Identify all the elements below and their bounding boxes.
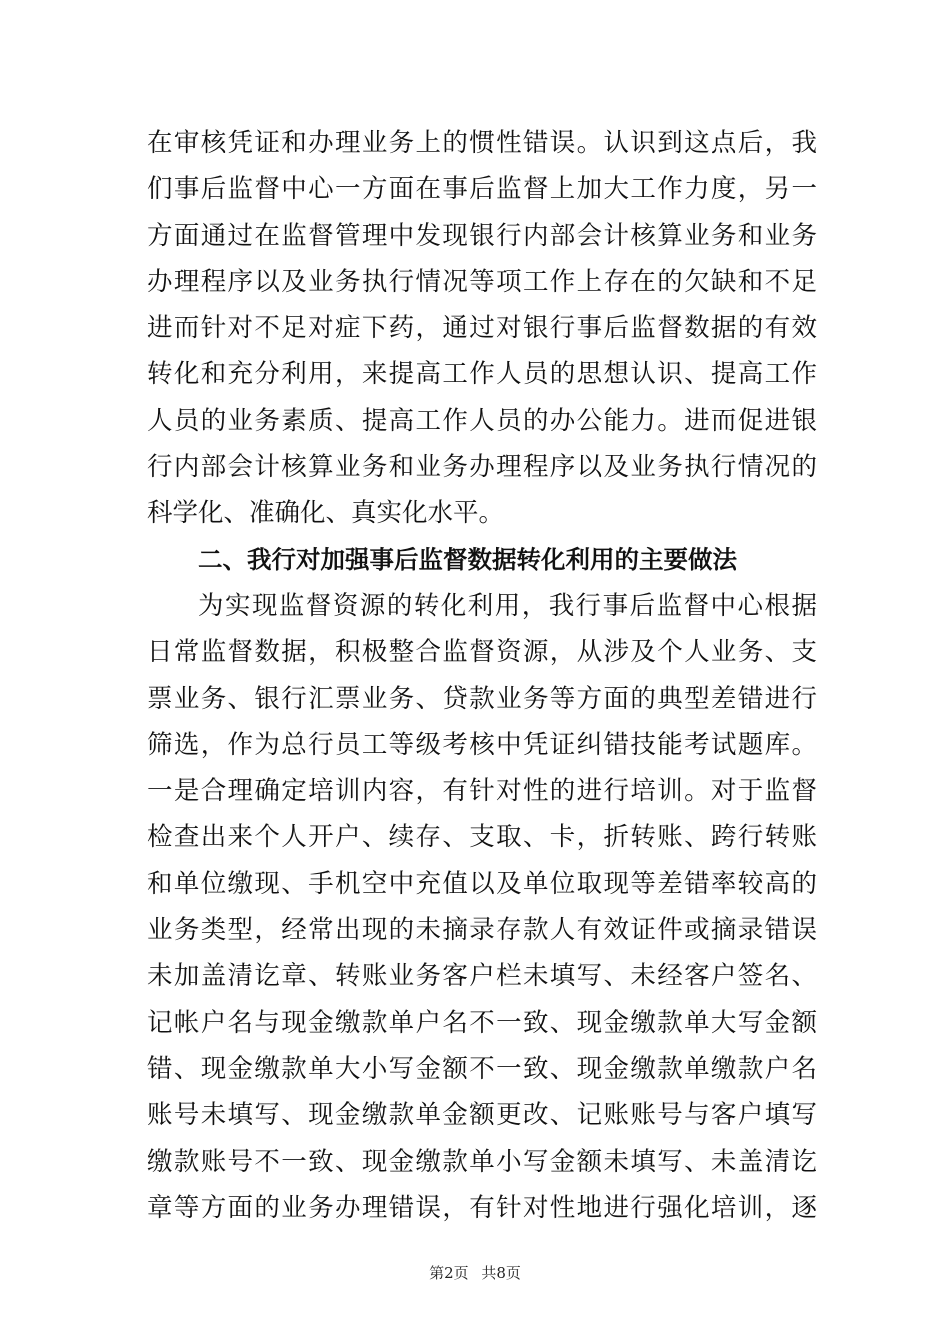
body-line: 章等方面的业务办理错误，有针对性地进行强化培训，逐 xyxy=(147,1192,817,1223)
body-line: 为实现监督资源的转化利用，我行事后监督中心根据 xyxy=(198,590,817,621)
body-line: 科学化、准确化、真实化水平。 xyxy=(147,498,505,529)
body-line: 业务类型，经常出现的未摘录存款人有效证件或摘录错误 xyxy=(147,915,817,946)
body-line: 办理程序以及业务执行情况等项工作上存在的欠缺和不足 xyxy=(147,266,817,297)
body-line: 转化和充分利用，来提高工作人员的思想认识、提高工作 xyxy=(147,359,817,390)
section-heading: 二、我行对加强事后监督数据转化利用的主要做法 xyxy=(198,544,737,574)
body-line: 票业务、银行汇票业务、贷款业务等方面的典型差错进行 xyxy=(147,683,817,714)
body-line: 筛选，作为总行员工等级考核中凭证纠错技能考试题库。 xyxy=(147,729,817,760)
body-line: 错、现金缴款单大小写金额不一致、现金缴款单缴款户名 xyxy=(147,1053,817,1084)
body-line: 人员的业务素质、提高工作人员的办公能力。进而促进银 xyxy=(147,405,817,436)
page-total: 共8页 xyxy=(481,1264,521,1282)
body-line: 日常监督数据，积极整合监督资源，从涉及个人业务、支 xyxy=(147,637,817,668)
body-line: 检查出来个人开户、续存、支取、卡，折转账、跨行转账 xyxy=(147,822,817,853)
document-body xyxy=(147,120,817,1231)
body-line: 一是合理确定培训内容，有针对性的进行培训。对于监督 xyxy=(147,776,817,807)
page-footer xyxy=(0,1262,950,1283)
body-line: 缴款账号不一致、现金缴款单小写金额未填写、未盖清讫 xyxy=(147,1146,817,1177)
body-line: 账号未填写、现金缴款单金额更改、记账账号与客户填写 xyxy=(147,1100,817,1131)
body-line: 和单位缴现、手机空中充值以及单位取现等差错率较高的 xyxy=(147,868,817,899)
body-line: 行内部会计核算业务和业务办理程序以及业务执行情况的 xyxy=(147,452,817,483)
body-line: 在审核凭证和办理业务上的惯性错误。认识到这点后，我 xyxy=(147,128,817,158)
body-line: 进而针对不足对症下药，通过对银行事后监督数据的有效 xyxy=(147,313,817,344)
body-line: 们事后监督中心一方面在事后监督上加大工作力度，另一 xyxy=(147,174,817,205)
body-line: 方面通过在监督管理中发现银行内部会计核算业务和业务 xyxy=(147,220,817,251)
body-line: 未加盖清讫章、转账业务客户栏未填写、未经客户签名、 xyxy=(147,961,817,992)
body-line: 记帐户名与现金缴款单户名不一致、现金缴款单大写金额 xyxy=(147,1007,817,1038)
page-number: 第2页 xyxy=(429,1264,469,1282)
